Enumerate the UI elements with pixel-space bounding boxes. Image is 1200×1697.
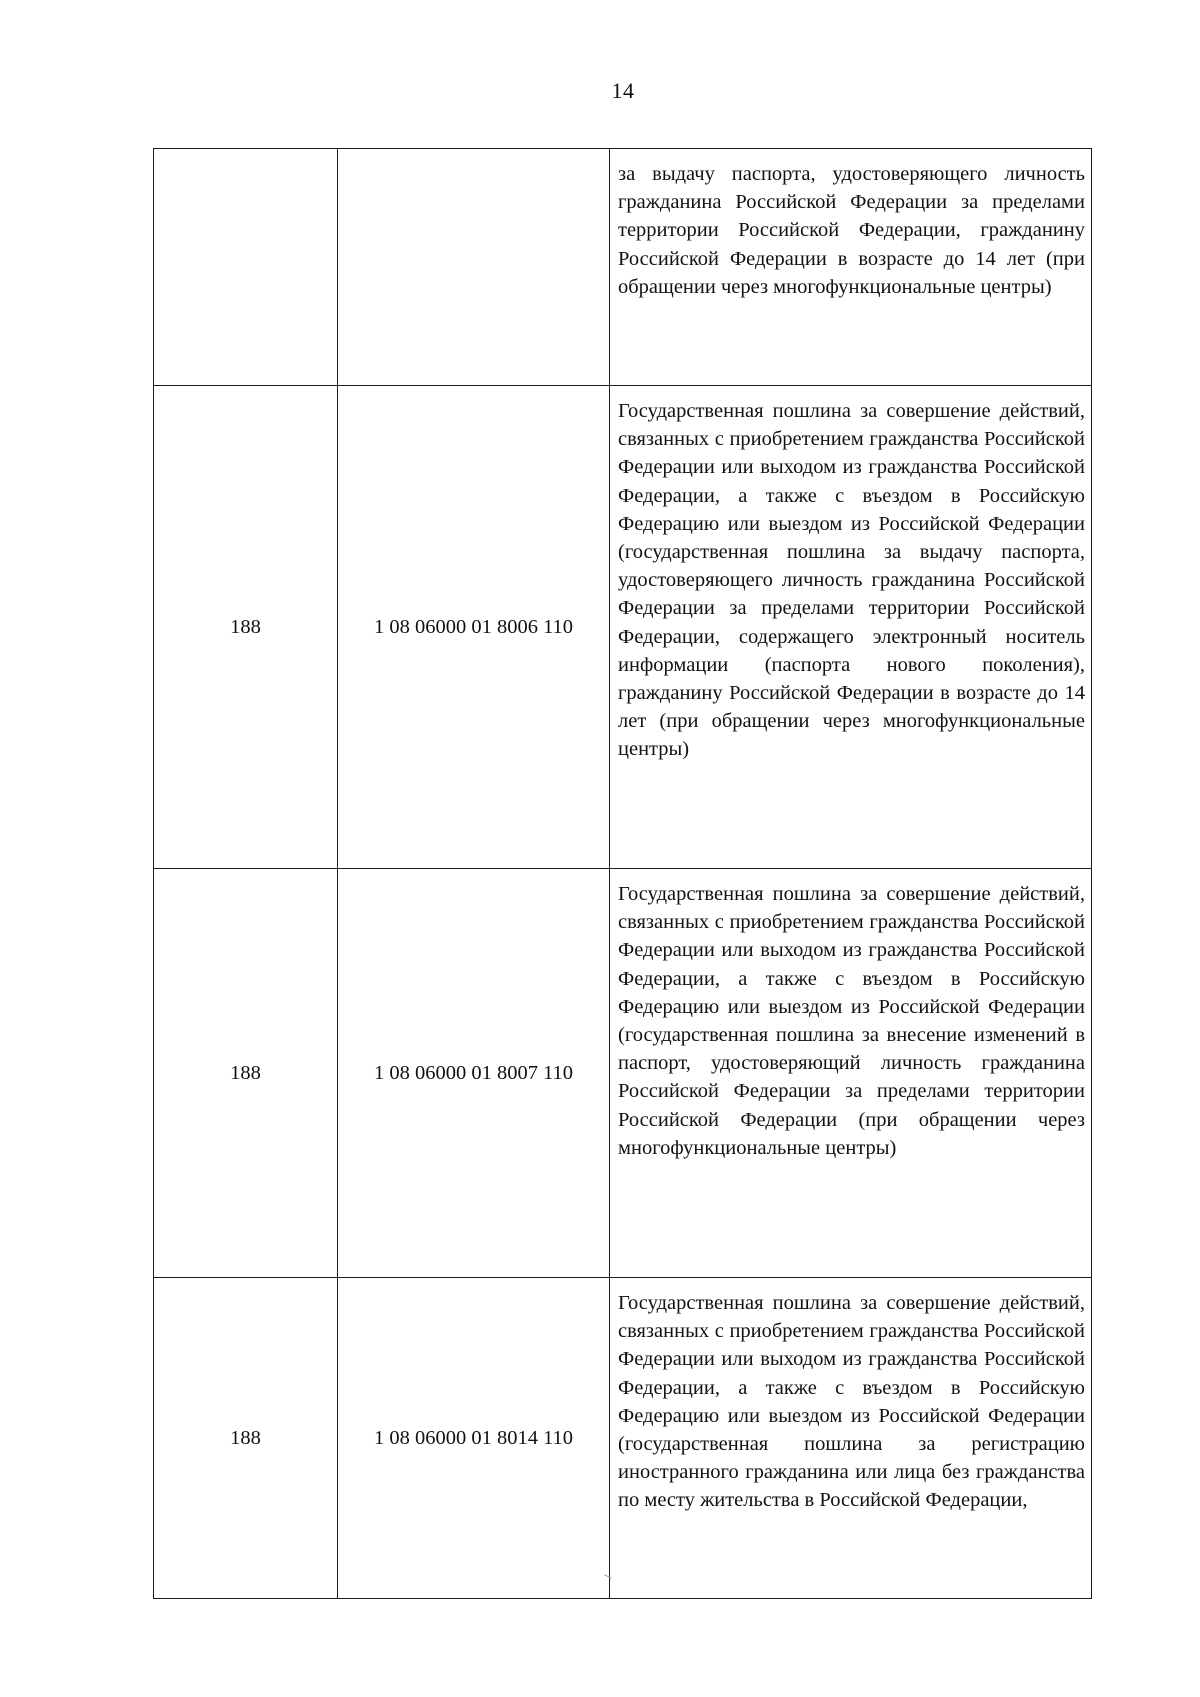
table-row — [154, 386, 1092, 869]
description-cell: Государственная пошлина за совершение действий, связанных с приобретением гражданства Российской Федерации или выходом из гражданства Российской Федерации, а также с въездом в Российскую Федерацию или выездом из Российской Федерации (государственная пошлина за выдачу паспорта, удостоверяющего личность гражданина Российской Федерации за пределами территории Российской Федерации, содержащего электронный носитель информации (паспорта нового поколения), гражданину Российской Федерации в возрасте до 14 лет (при обращении через многофункциональные центры) — [610, 386, 1092, 869]
kbk-code-cell: 1 08 06000 01 8007 110 — [338, 869, 610, 1278]
description-cell: за выдачу паспорта, удостоверяющего личность гражданина Российской Федерации за пределами территории Российской Федерации, гражданину Российской Федерации в возрасте до 14 лет (при обращении через многофункциональные центры) — [610, 149, 1092, 386]
admin-code-cell: 188 — [154, 386, 338, 869]
admin-code-cell: 188 — [154, 1278, 338, 1599]
table-row — [154, 149, 1092, 386]
kbk-code-cell: 1 08 06000 01 8014 110 — [338, 1278, 610, 1599]
table-row — [154, 1278, 1092, 1599]
description-cell: Государственная пошлина за совершение действий, связанных с приобретением гражданства Российской Федерации или выходом из гражданства Российской Федерации, а также с въездом в Российскую Федерацию или выездом из Российской Федерации (государственная пошлина за внесение изменений в паспорт, удостоверяющий личность гражданина Российской Федерации за пределами территории Российской Федерации (при обращении через многофункциональные центры) — [610, 869, 1092, 1278]
description-cell: Государственная пошлина за совершение действий, связанных с приобретением гражданства Российской Федерации или выходом из гражданства Российской Федерации, а также с въездом в Российскую Федерацию или выездом из Российской Федерации (государственная пошлина за регистрацию иностранного гражданина или лица без гражданства по месту жительства в Российской Федерации, — [610, 1278, 1092, 1599]
revenue-codes-table — [153, 148, 1092, 1599]
kbk-code-cell — [338, 149, 610, 386]
admin-code-cell: 188 — [154, 869, 338, 1278]
page-number: 14 — [611, 78, 635, 103]
table-row — [154, 869, 1092, 1278]
admin-code-cell — [154, 149, 338, 386]
kbk-code-cell: 1 08 06000 01 8006 110 — [338, 386, 610, 869]
